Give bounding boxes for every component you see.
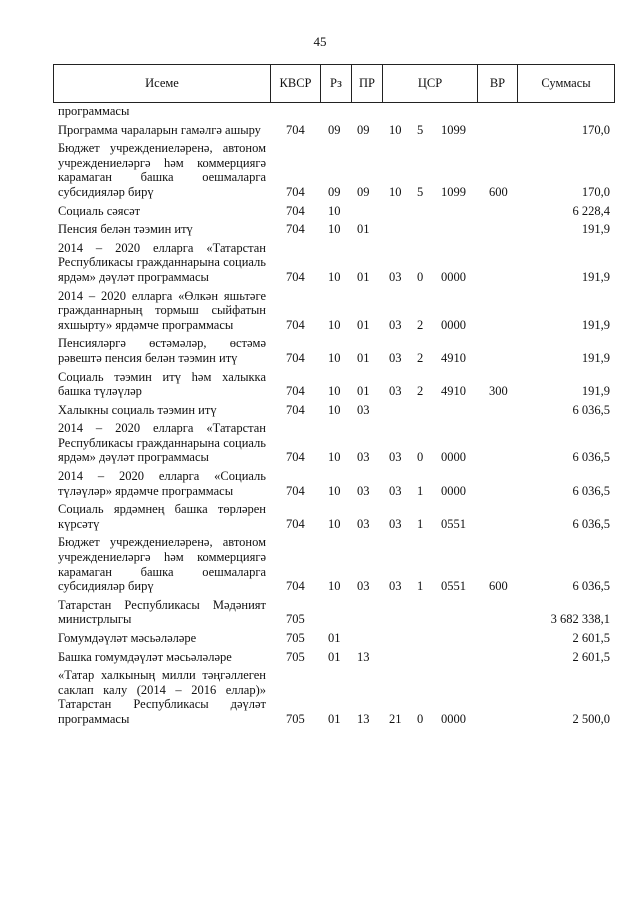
header-vr: ВР	[478, 65, 518, 102]
cell-rz: 10	[328, 203, 341, 218]
row-name: «Татар халкының милли тәңгәллеген саклап калу (2014 – 2016 еллар)» Татарстан Республикасы дәүләт программасы	[58, 668, 266, 726]
cell-csr1: 21	[389, 711, 402, 726]
cell-pr: 13	[357, 649, 370, 664]
header-sum: Суммасы	[541, 76, 591, 90]
table-row	[58, 370, 610, 399]
cell-csr3: 0551	[441, 516, 466, 531]
row-codes	[58, 403, 610, 418]
cell-kvsr: 705	[286, 631, 305, 645]
cell-rz: 10	[328, 269, 341, 284]
row-name: Татарстан Республикасы Мәдәният министрлыгы	[58, 597, 266, 627]
table-row	[58, 598, 610, 627]
cell-kvsr: 704	[286, 516, 305, 531]
table-row	[58, 141, 610, 199]
cell-rz: 10	[328, 317, 341, 332]
cell-csr3: 0000	[441, 317, 466, 332]
cell-sum: 2 500,0	[572, 711, 610, 726]
cell-kvsr: 704	[286, 269, 305, 284]
cell-rz: 10	[328, 516, 341, 531]
cell-rz: 10	[328, 402, 341, 417]
cell-csr1: 03	[389, 350, 402, 365]
cell-csr2: 2	[417, 317, 424, 332]
table-row	[58, 650, 610, 665]
row-codes	[58, 318, 610, 333]
cell-csr1: 03	[389, 384, 402, 399]
cell-csr2: 0	[417, 711, 424, 726]
cell-csr3: 0551	[441, 579, 466, 594]
cell-sum: 6 036,5	[572, 483, 610, 498]
cell-csr3: 1099	[441, 184, 466, 199]
table-row	[58, 403, 610, 418]
row-codes	[58, 204, 610, 219]
row-codes	[58, 650, 610, 665]
cell-csr2: 2	[417, 350, 424, 365]
table-row	[58, 421, 610, 465]
cell-rz: 01	[328, 631, 341, 645]
row-name: Халыкны социаль тәэмин итү	[58, 402, 217, 417]
cell-rz: 10	[328, 222, 341, 237]
row-name: Пенсия белән тәэмин итү	[58, 222, 193, 237]
table-row	[58, 668, 610, 726]
cell-csr3: 4910	[441, 350, 466, 365]
row-codes	[58, 104, 610, 119]
cell-rz: 09	[328, 122, 341, 137]
cell-kvsr: 704	[286, 222, 305, 237]
row-name: программасы	[58, 104, 130, 118]
cell-csr1: 10	[389, 184, 402, 199]
row-name: Бюджет учреждениеләренә, автоном учреждениеләргә һәм коммерциягә карамаган башка оешмаларга субсидияләр бирү	[58, 141, 266, 199]
cell-csr3: 4910	[441, 384, 466, 399]
cell-rz: 10	[328, 450, 341, 465]
cell-csr2: 2	[417, 384, 424, 399]
cell-sum: 3 682 338,1	[550, 612, 610, 627]
cell-sum: 2 601,5	[572, 631, 610, 645]
cell-kvsr: 704	[286, 483, 305, 498]
cell-sum: 191,9	[581, 269, 610, 284]
cell-kvsr: 705	[286, 612, 305, 627]
cell-kvsr: 704	[286, 203, 305, 218]
table-row	[58, 469, 610, 498]
table-row	[58, 241, 610, 285]
cell-sum: 6 036,5	[572, 402, 610, 417]
cell-csr2: 0	[417, 269, 424, 284]
cell-sum: 2 601,5	[572, 649, 610, 664]
row-name: Пенсияләргә өстәмәләр, өстәмә рәвештә пенсия белән тәэмин итү	[58, 336, 266, 365]
cell-kvsr: 704	[286, 402, 305, 417]
cell-pr: 09	[357, 184, 370, 199]
cell-sum: 191,9	[581, 350, 610, 365]
header-rz: Рз	[321, 65, 352, 102]
cell-sum: 170,0	[581, 122, 610, 137]
cell-sum: 191,9	[581, 384, 610, 399]
cell-csr1: 03	[389, 269, 402, 284]
row-codes	[58, 517, 610, 532]
row-codes	[58, 712, 610, 727]
table-row	[58, 123, 610, 138]
cell-kvsr: 704	[286, 184, 305, 199]
cell-sum: 191,9	[581, 317, 610, 332]
row-name: 2014 – 2020 елларга «Социаль түләүләр» ярдәмче программасы	[58, 469, 266, 498]
cell-csr3: 0000	[441, 711, 466, 726]
table-row	[58, 204, 610, 219]
table-row	[58, 631, 610, 646]
row-name: 2014 – 2020 елларга «Татарстан Республикасы гражданнарына социаль ярдәм» дәүләт программасы	[58, 421, 266, 465]
cell-kvsr: 705	[286, 649, 305, 664]
cell-sum: 170,0	[581, 184, 610, 199]
cell-pr: 03	[357, 516, 370, 531]
cell-csr3: 0000	[441, 450, 466, 465]
cell-csr1: 03	[389, 579, 402, 594]
row-codes	[58, 450, 610, 465]
row-name: Бюджет учреждениеләренә, автоном учреждениеләргә һәм коммерциягә карамаган башка оешмаларга субсидияләр бирү	[58, 535, 266, 594]
cell-pr: 09	[357, 122, 370, 137]
header-csr: ЦСР	[383, 65, 478, 102]
cell-kvsr: 704	[286, 350, 305, 365]
cell-csr1: 10	[389, 122, 402, 137]
cell-csr1: 03	[389, 483, 402, 498]
table-header	[53, 64, 615, 103]
cell-csr3: 1099	[441, 122, 466, 137]
cell-pr: 01	[357, 222, 370, 237]
header-kvsr: КВСР	[271, 65, 321, 102]
row-codes	[58, 270, 610, 285]
cell-pr: 03	[357, 402, 370, 417]
cell-pr: 03	[357, 450, 370, 465]
row-name: Социаль тәэмин итү һәм халыкка башка түләүләр	[58, 369, 266, 399]
row-codes	[58, 384, 610, 399]
row-name: Гомумдәүләт мәсьәләләре	[58, 631, 197, 645]
cell-kvsr: 704	[286, 122, 305, 137]
cell-kvsr: 704	[286, 317, 305, 332]
table-row	[58, 336, 610, 365]
page-number: 45	[313, 34, 327, 49]
cell-pr: 01	[357, 350, 370, 365]
header-name: Исеме	[54, 65, 271, 102]
cell-vr: 600	[489, 184, 508, 199]
table-row	[58, 289, 610, 333]
cell-sum: 6 036,5	[572, 450, 610, 465]
cell-csr2: 5	[417, 122, 424, 137]
cell-sum: 6 228,4	[572, 203, 610, 218]
cell-rz: 01	[328, 649, 341, 664]
table-row	[58, 104, 610, 119]
cell-rz: 10	[328, 350, 341, 365]
cell-sum: 6 036,5	[572, 516, 610, 531]
cell-csr1: 03	[389, 317, 402, 332]
row-codes	[58, 222, 610, 237]
row-codes	[58, 351, 610, 366]
cell-csr3: 0000	[441, 269, 466, 284]
row-name: 2014 – 2020 елларга «Татарстан Республикасы гражданнарына социаль ярдәм» дәүләт программасы	[58, 240, 266, 284]
cell-sum: 6 036,5	[572, 579, 610, 594]
row-name: 2014 – 2020 елларга «Өлкән яшьтәге гражданнарның тормыш сыйфатын яхшырту» ярдәмче программасы	[58, 288, 266, 332]
cell-pr: 01	[357, 317, 370, 332]
cell-sum: 191,9	[581, 222, 610, 237]
cell-pr: 03	[357, 483, 370, 498]
cell-rz: 01	[328, 711, 341, 726]
cell-rz: 10	[328, 384, 341, 399]
cell-kvsr: 704	[286, 384, 305, 399]
cell-rz: 09	[328, 184, 341, 199]
cell-pr: 01	[357, 269, 370, 284]
table-row	[58, 222, 610, 237]
row-codes	[58, 612, 610, 627]
row-codes	[58, 185, 610, 200]
row-codes	[58, 123, 610, 138]
cell-kvsr: 705	[286, 711, 305, 726]
row-codes	[58, 579, 610, 594]
header-pr: ПР	[352, 65, 383, 102]
row-name: Программа чараларын гамәлгә ашыру	[58, 122, 261, 137]
cell-csr1: 03	[389, 516, 402, 531]
cell-csr2: 1	[417, 579, 424, 594]
cell-csr2: 0	[417, 450, 424, 465]
cell-pr: 01	[357, 384, 370, 399]
row-codes	[58, 631, 610, 646]
row-name: Социаль ярдәмнең башка төрләрен күрсәтү	[58, 502, 266, 531]
cell-pr: 03	[357, 579, 370, 594]
cell-vr: 600	[489, 579, 508, 594]
cell-vr: 300	[489, 384, 508, 399]
cell-csr2: 1	[417, 483, 424, 498]
cell-csr1: 03	[389, 450, 402, 465]
row-codes	[58, 484, 610, 499]
cell-rz: 10	[328, 579, 341, 594]
cell-kvsr: 704	[286, 579, 305, 594]
cell-csr3: 0000	[441, 483, 466, 498]
table-row	[58, 535, 610, 593]
cell-csr2: 1	[417, 516, 424, 531]
cell-csr2: 5	[417, 184, 424, 199]
cell-pr: 13	[357, 711, 370, 726]
table-body	[58, 104, 610, 731]
cell-rz: 10	[328, 483, 341, 498]
table-row	[58, 502, 610, 531]
row-name: Башка гомумдәүләт мәсьәләләре	[58, 649, 232, 664]
cell-kvsr: 704	[286, 450, 305, 465]
row-name: Социаль сәясәт	[58, 203, 141, 218]
